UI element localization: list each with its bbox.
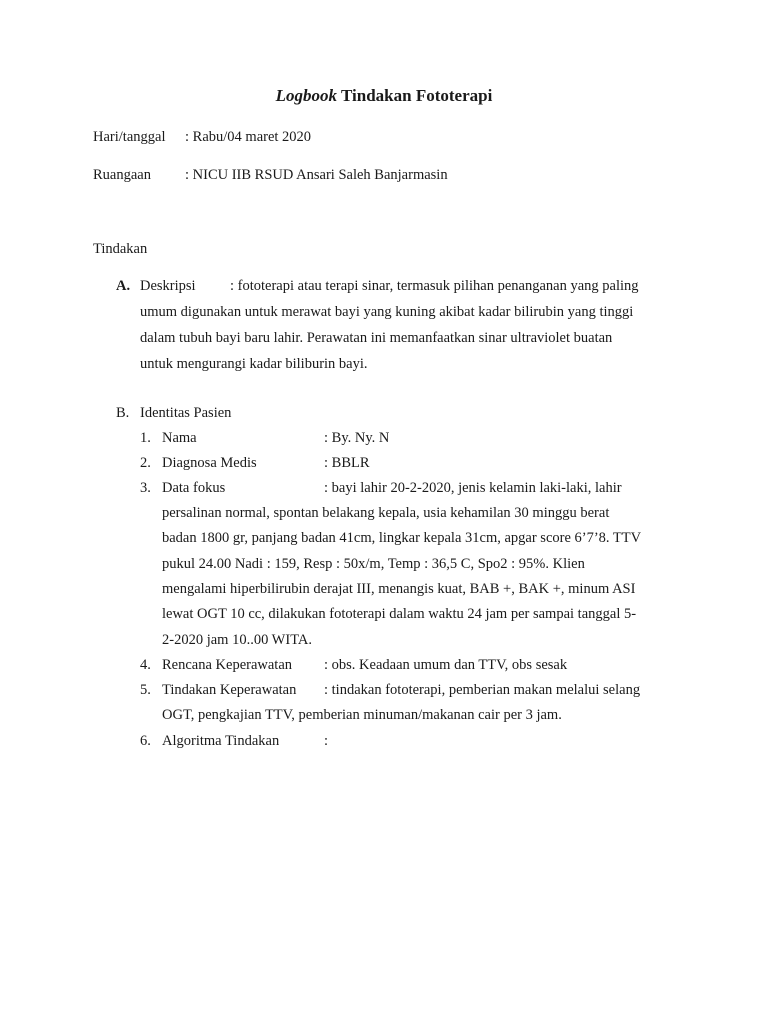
room-label: Ruangaan — [93, 167, 151, 183]
item-number: 6. — [140, 733, 151, 749]
section-a-marker: A. — [116, 278, 131, 294]
item-number: 2. — [140, 455, 151, 471]
item-number: 3. — [140, 480, 151, 496]
section-a-line: : fototerapi atau terapi sinar, termasuk pilihan penanganan yang paling — [230, 278, 639, 294]
page-title — [0, 86, 768, 106]
date-label: Hari/tanggal — [93, 129, 166, 145]
item-label: Diagnosa Medis — [162, 455, 257, 471]
item-value: : By. Ny. N — [324, 430, 390, 446]
section-heading: Tindakan — [93, 241, 148, 257]
title-italic: Logbook — [275, 86, 338, 105]
item-value: : — [324, 733, 329, 749]
section-a-label: Deskripsi — [140, 278, 196, 294]
section-a-line: umum digunakan untuk merawat bayi yang kuning akibat kadar bilirubin yang tinggi — [140, 304, 634, 320]
item-continuation: pukul 24.00 Nadi : 159, Resp : 50x/m, Temp : 36,5 C, Spo2 : 95%. Klien — [162, 556, 585, 572]
item-continuation: lewat OGT 10 cc, dilakukan fototerapi dalam waktu 24 jam per sampai tanggal 5- — [162, 606, 637, 622]
item-continuation: badan 1800 gr, panjang badan 41cm, lingkar kepala 31cm, apgar score 6’7’8. TTV — [162, 530, 642, 546]
item-label: Nama — [162, 430, 197, 446]
item-number: 4. — [140, 657, 151, 673]
section-a-line: dalam tubuh bayi baru lahir. Perawatan ini memanfaatkan sinar ultraviolet buatan — [140, 330, 613, 346]
item-value: : tindakan fototerapi, pemberian makan melalui selang — [324, 682, 641, 698]
section-a-line: untuk mengurangi kadar biliburin bayi. — [140, 356, 368, 372]
room-value: : NICU IIB RSUD Ansari Saleh Banjarmasin — [185, 167, 448, 183]
item-continuation: mengalami hiperbilirubin derajat III, menangis kuat, BAB +, BAK +, minum ASI — [162, 581, 636, 597]
item-value: : BBLR — [324, 455, 370, 471]
section-b-marker: B. — [116, 405, 130, 421]
item-number: 1. — [140, 430, 151, 446]
item-label: Data fokus — [162, 480, 226, 496]
date-value: : Rabu/04 maret 2020 — [185, 129, 312, 145]
item-label: Algoritma Tindakan — [162, 733, 280, 749]
item-value: : bayi lahir 20-2-2020, jenis kelamin laki-laki, lahir — [324, 480, 622, 496]
item-value: : obs. Keadaan umum dan TTV, obs sesak — [324, 657, 568, 673]
item-continuation: persalinan normal, spontan belakang kepala, usia kehamilan 30 minggu berat — [162, 505, 610, 521]
title-rest: Tindakan Fototerapi — [341, 86, 493, 105]
item-continuation: OGT, pengkajian TTV, pemberian minuman/makanan cair per 3 jam. — [162, 707, 562, 723]
item-label: Tindakan Keperawatan — [162, 682, 297, 698]
item-continuation: 2-2020 jam 10..00 WITA. — [162, 632, 312, 648]
item-label: Rencana Keperawatan — [162, 657, 293, 673]
item-number: 5. — [140, 682, 151, 698]
section-b-heading: Identitas Pasien — [140, 405, 232, 421]
